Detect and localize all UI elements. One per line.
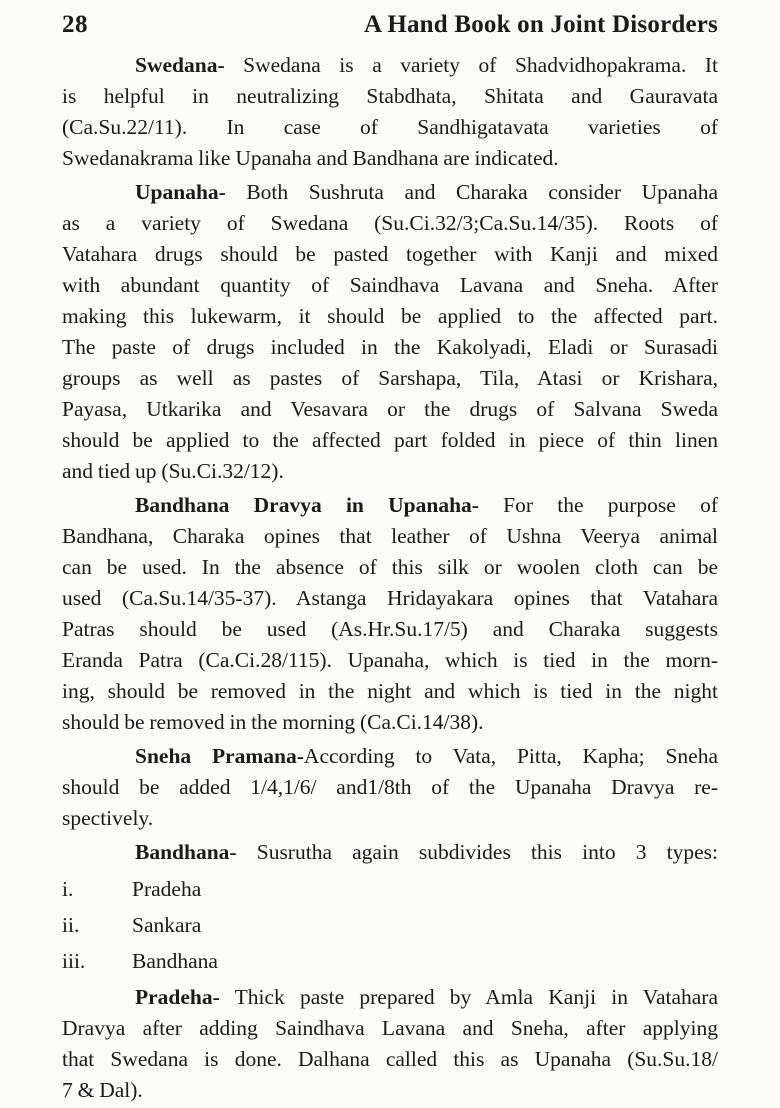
term-lead: Pradeha- — [135, 985, 220, 1009]
text-line: The paste of drugs included in the Kakolyadi, Eladi or Surasadi — [62, 335, 718, 359]
paragraph-swedana — [62, 50, 718, 174]
text-line: that Swedana is done. Dalhana called this as Upanaha (Su.Su.18/ — [62, 1047, 718, 1071]
term-lead: Upanaha- — [135, 180, 226, 204]
paragraph-upanaha — [62, 177, 718, 487]
paragraph-pradeha — [62, 982, 718, 1106]
text-line: Dravya after adding Saindhava Lavana and Sneha, after applying — [62, 1016, 718, 1040]
term-lead: Bandhana Dravya in Upanaha- — [135, 493, 479, 517]
text-line: making this lukewarm, it should be applied to the affected part. — [62, 304, 718, 328]
text-line: as a variety of Swedana (Su.Ci.32/3;Ca.Su.14/35). Roots of — [62, 211, 718, 235]
text-line — [62, 982, 718, 1013]
text-line — [62, 177, 718, 208]
text-line: 7 & Dal). — [62, 1078, 143, 1102]
text-line: should be applied to the affected part folded in piece of thin linen — [62, 428, 718, 452]
list-numeral: iii. — [62, 949, 86, 973]
text-line: groups as well as pastes of Sarshapa, Tila, Atasi or Krishara, — [62, 366, 718, 390]
text-line: used (Ca.Su.14/35-37). Astanga Hridayakara opines that Vatahara — [62, 586, 718, 610]
term-lead: Sneha Pramana- — [135, 744, 304, 768]
paragraph-bandhana-types — [62, 837, 718, 868]
text-run: Swedana is a variety of Shadvidhopakrama. It — [224, 53, 718, 77]
list-numeral: i. — [62, 877, 74, 901]
text-line — [62, 837, 718, 868]
text-run: Thick paste prepared by Amla Kanji in Vatahara — [219, 985, 718, 1009]
text-line — [62, 490, 718, 521]
list-item — [62, 871, 718, 907]
text-line: Eranda Patra (Ca.Ci.28/115). Upanaha, which is tied in the morn- — [62, 648, 718, 672]
text-run: Susrutha again subdivides this into 3 types: — [236, 840, 718, 864]
list-item — [62, 943, 718, 979]
text-line: and tied up (Su.Ci.32/12). — [62, 459, 284, 483]
text-line: should be added 1/4,1/6/ and1/8th of the Upanaha Dravya re- — [62, 775, 718, 799]
text-line: Bandhana, Charaka opines that leather of Ushna Veerya animal — [62, 524, 718, 548]
text-line: can be used. In the absence of this silk or woolen cloth can be — [62, 555, 718, 579]
text-line: Patras should be used (As.Hr.Su.17/5) and Charaka suggests — [62, 617, 718, 641]
text-run: For the purpose of — [478, 493, 718, 517]
list-item — [62, 907, 718, 943]
text-line — [62, 50, 718, 81]
term-lead: Swedana- — [135, 53, 225, 77]
list-label: Bandhana — [132, 949, 218, 973]
text-line — [62, 741, 718, 772]
text-line: is helpful in neutralizing Stabdhata, Shitata and Gauravata — [62, 84, 718, 108]
list-label: Sankara — [132, 913, 202, 937]
list-label: Pradeha — [132, 877, 202, 901]
bandhana-types-list — [62, 871, 718, 979]
text-run: According to Vata, Pitta, Kapha; Sneha — [303, 744, 718, 768]
text-line: ing, should be removed in the night and which is tied in the night — [62, 679, 718, 703]
text-line: Payasa, Utkarika and Vesavara or the drugs of Salvana Sweda — [62, 397, 718, 421]
text-line: Swedanakrama like Upanaha and Bandhana are indicated. — [62, 146, 559, 170]
page-header — [62, 10, 718, 40]
page-number: 28 — [62, 11, 88, 38]
paragraph-sneha-pramana — [62, 741, 718, 834]
text-line: Vatahara drugs should be pasted together with Kanji and mixed — [62, 242, 718, 266]
text-run: Both Sushruta and Charaka consider Upanaha — [225, 180, 718, 204]
running-title: A Hand Book on Joint Disorders — [364, 11, 718, 38]
paragraph-bandhana-dravya — [62, 490, 718, 738]
list-numeral: ii. — [62, 913, 80, 937]
text-line: spectively. — [62, 806, 154, 830]
text-line: with abundant quantity of Saindhava Lavana and Sneha. After — [62, 273, 718, 297]
term-lead: Bandhana- — [135, 840, 237, 864]
page-body — [62, 50, 718, 1106]
text-line: should be removed in the morning (Ca.Ci.14/38). — [62, 710, 484, 734]
text-line: (Ca.Su.22/11). In case of Sandhigatavata varieties of — [62, 115, 718, 139]
